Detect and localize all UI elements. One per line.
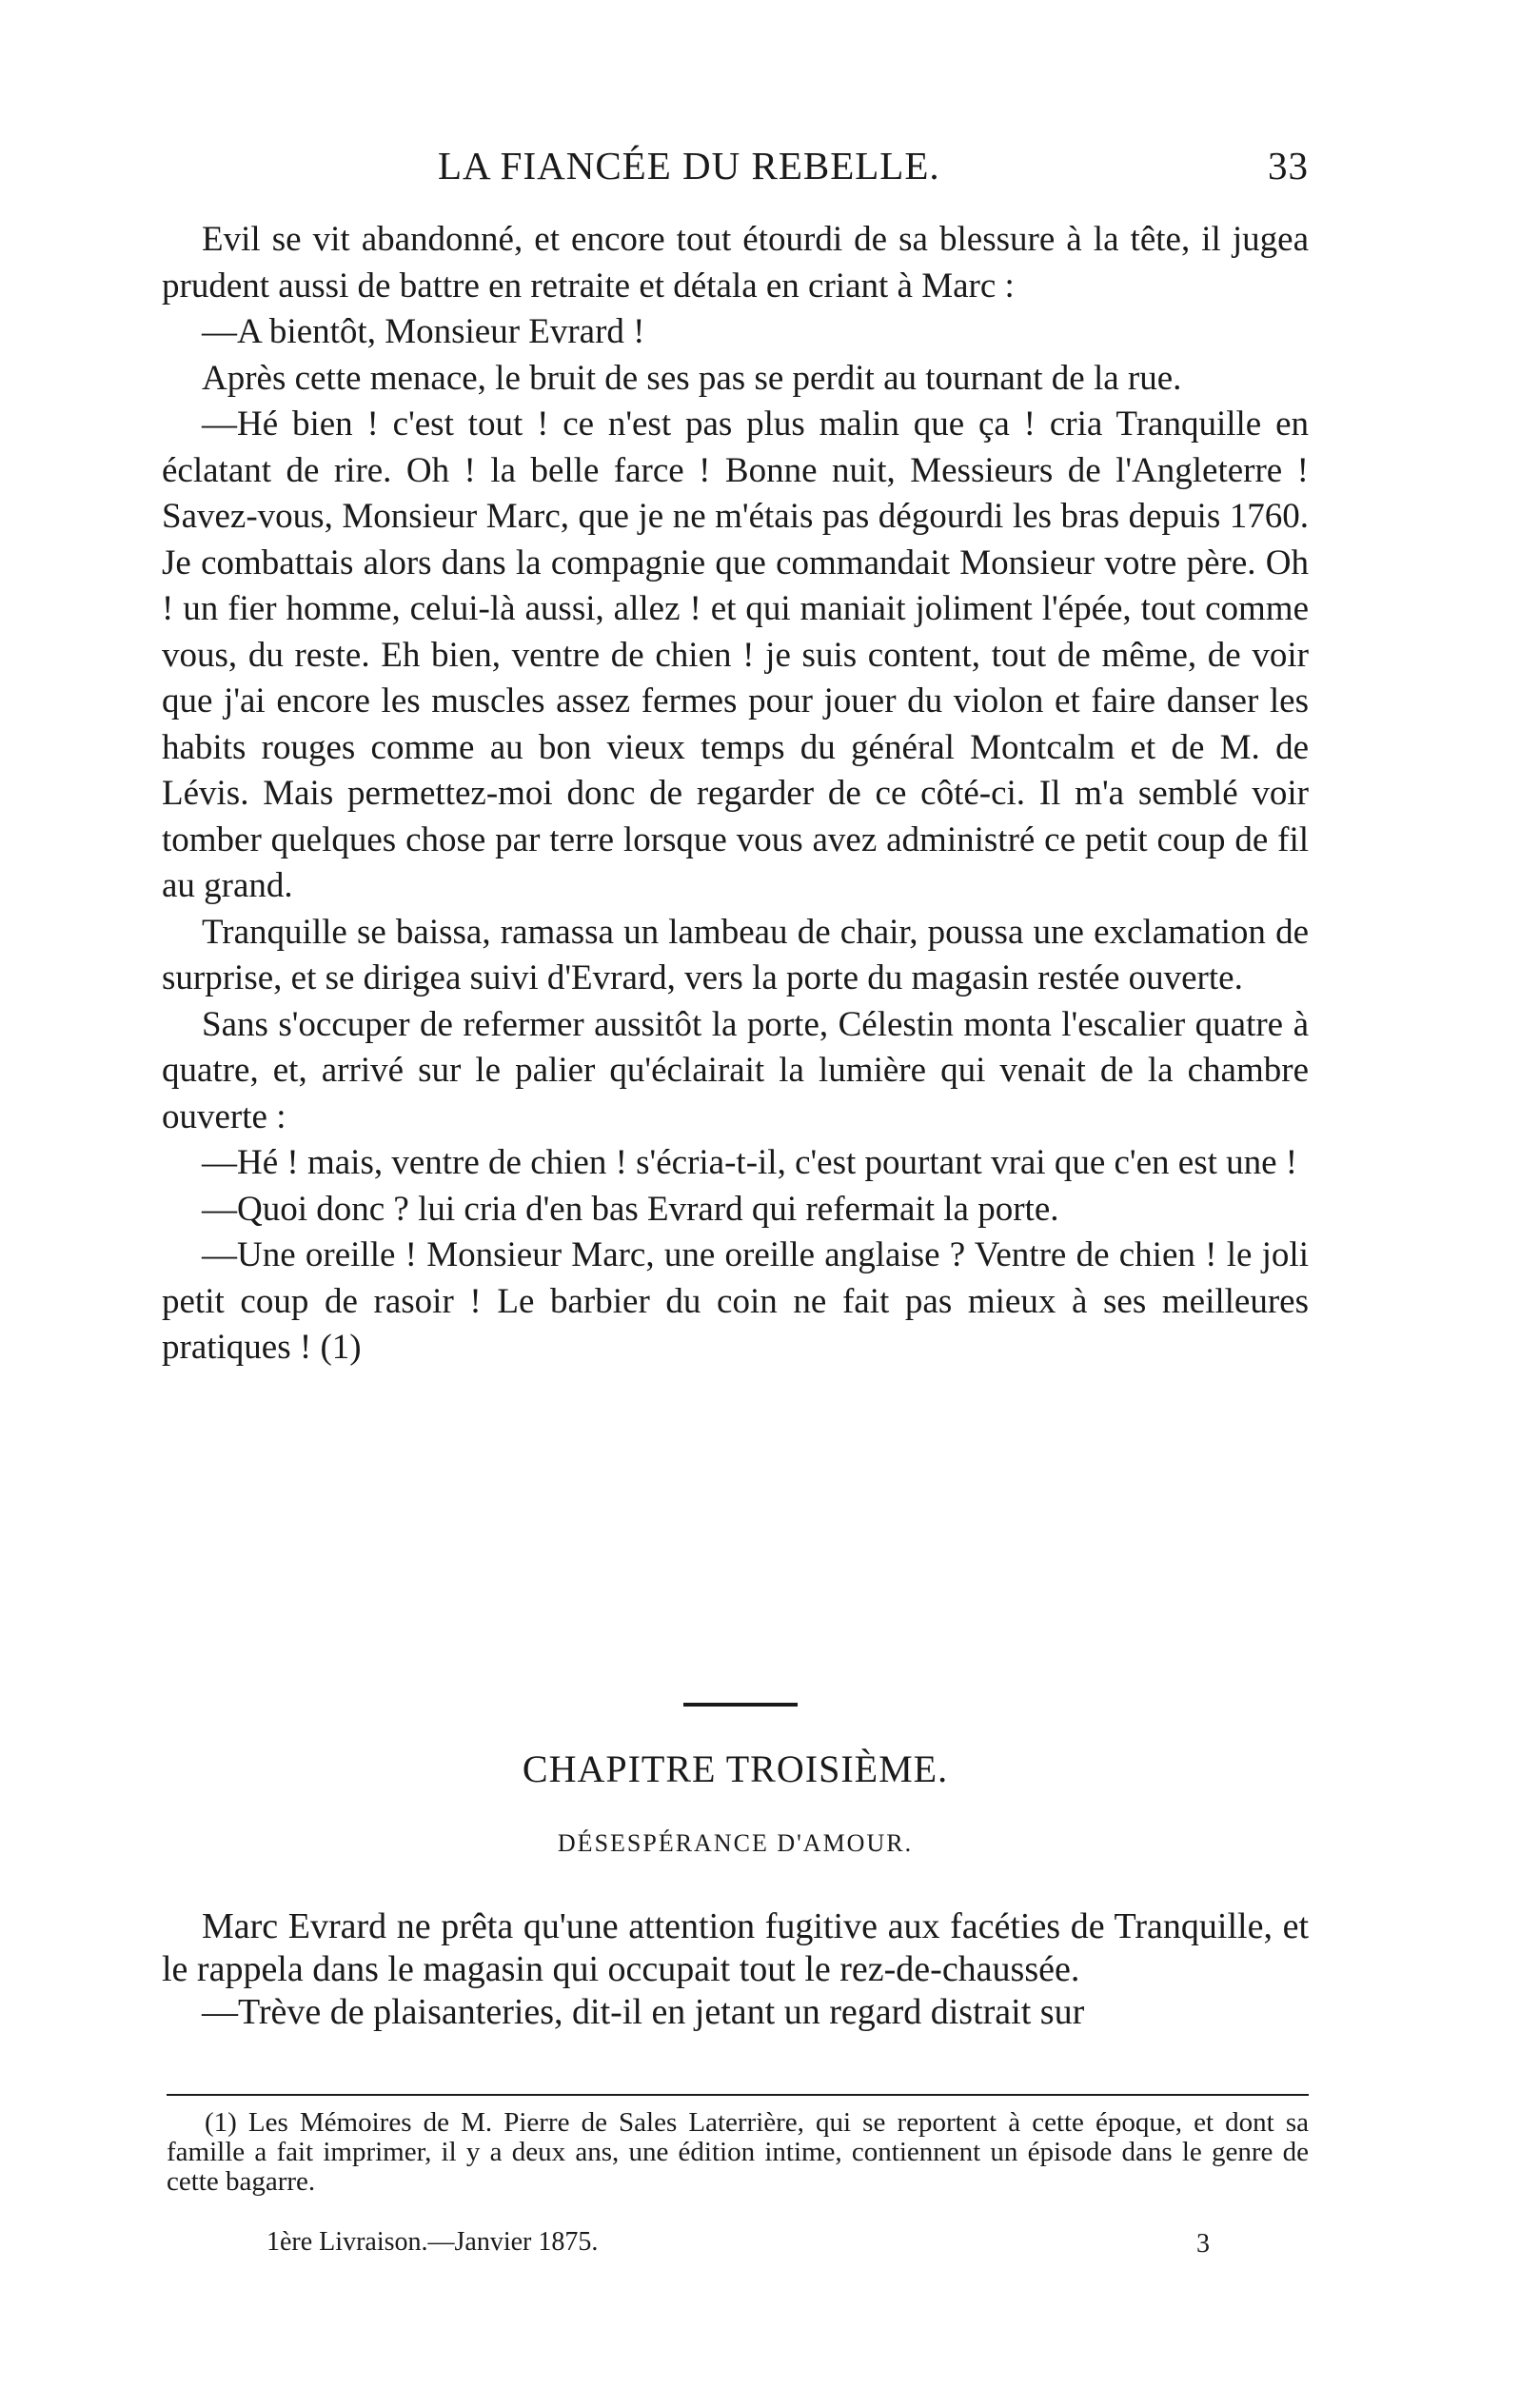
paragraph: Après cette menace, le bruit de ses pas se perdit au tournant de la rue. (202, 358, 1182, 398)
body-text (162, 217, 1309, 1372)
footnote (167, 2108, 1309, 2197)
paragraph: —A bientôt, Monsieur Evrard ! (202, 312, 645, 351)
chapter-title: CHAPITRE TROISIÈME. (522, 1747, 949, 1790)
paragraph: Marc Evrard ne prêta qu'une attention fugitive aux facéties de Tranquille, et le rappela dans le magasin qui occupait tout le rez-de-chaussée. (162, 1906, 1309, 1989)
paragraph: —Une oreille ! Monsieur Marc, une oreille anglaise ? Ventre de chien ! le joli petit coup de rasoir ! Le barbier du coin ne fait pas mieux à ses meilleures pratiques ! (1) (162, 1235, 1309, 1367)
chapter-subtitle: DÉSESPÉRANCE D'AMOUR. (557, 1829, 914, 1857)
issue-line: 1ère Livraison.—Janvier 1875. (267, 2227, 599, 2257)
footnote-text: (1) Les Mémoires de M. Pierre de Sales Laterrière, qui se reportent à cette époque, et dont sa famille a fait imprimer, il y a deux ans, une édition intime, contiennent un épisode dans le genre de cette bagarre. (167, 2107, 1309, 2197)
footnote-rule (167, 2094, 1309, 2096)
paragraph: —Hé ! mais, ventre de chien ! s'écria-t-il, c'est pourtant vrai que c'en est une ! (202, 1143, 1298, 1182)
paragraph: Tranquille se baissa, ramassa un lambeau de chair, poussa une exclamation de surprise, et se dirigea suivi d'Evrard, vers la porte du magasin restée ouverte. (162, 912, 1309, 997)
chapter-separator-rule (683, 1703, 798, 1707)
paragraph: —Trève de plaisanteries, dit-il en jetant un regard distrait sur (202, 1992, 1085, 2032)
paragraph: —Quoi donc ? lui cria d'en bas Evrard qui refermait la porte. (202, 1189, 1059, 1229)
paragraph: —Hé bien ! c'est tout ! ce n'est pas plus malin que ça ! cria Tranquille en éclatant de rire. Oh ! la belle farce ! Bonne nuit, Messieurs de l'Angleterre ! Savez-vous, Monsieur Marc, que je ne m'étais pas dégourdi les bras depuis 1760. Je combattais alors dans la compagnie que commandait Monsieur votre père. Oh ! un fier homme, celui-là aussi, allez ! et qui maniait joliment l'épée, tout comme vous, du reste. Eh bien, ventre de chien ! je suis content, tout de même, de voir que j'ai encore les muscles assez fermes pour jouer du violon et faire danser les habits rouges comme au bon vieux temps du général Montcalm et de M. de Lévis. Mais permettez-moi donc de regarder de ce côté-ci. Il m'a semblé voir tomber quelques chose par terre lorsque vous avez administré ce petit coup de fil au grand. (162, 405, 1309, 905)
signature-mark: 3 (1196, 2229, 1210, 2259)
paragraph: Sans s'occuper de refermer aussitôt la porte, Célestin monta l'escalier quatre à quatre, et, arrivé sur le palier qu'éclairait la lumière qui venait de la chambre ouverte : (162, 1004, 1309, 1136)
page-number: 33 (1268, 144, 1309, 188)
chapter-text (162, 1905, 1309, 2034)
running-title: LA FIANCÉE DU REBELLE. (438, 144, 940, 188)
paragraph: Evil se vit abandonné, et encore tout étourdi de sa blessure à la tête, il jugea prudent aussi de battre en retraite et détala en criant à Marc : (162, 220, 1309, 306)
